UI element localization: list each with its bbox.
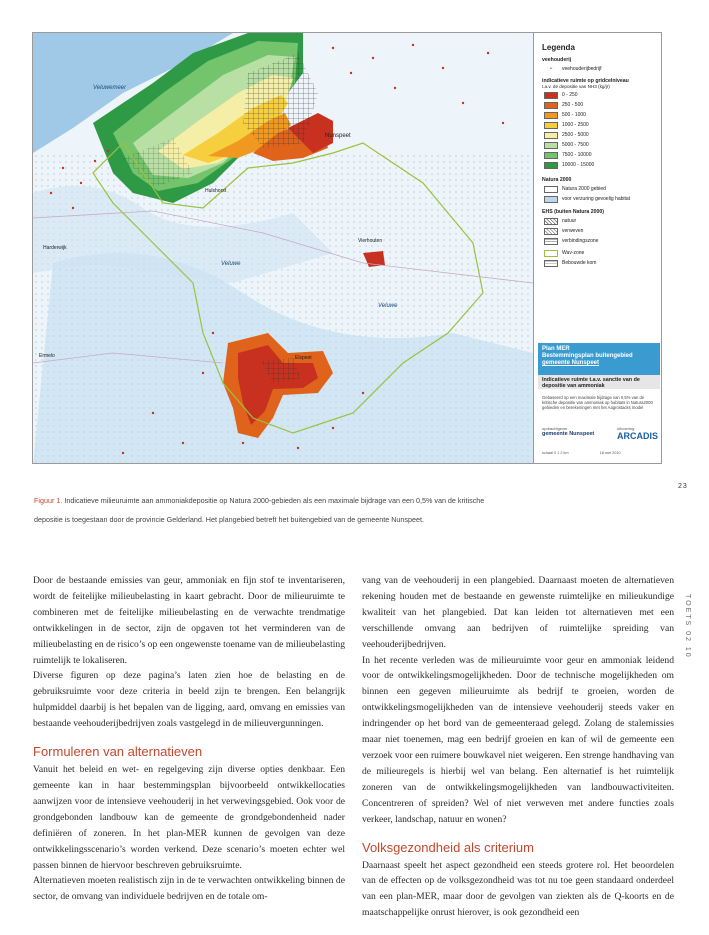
legend-swatch — [544, 162, 558, 169]
paragraph: In het recente verleden was de milieuruimte voor geur en ammoniak leidend voor de ontwikkelingsmogelijkheden. Door de technische mogelijkheden om binnen een gegeven milieuruimte als bedrijf te groeien, worden de ontwikkelingsmogelijkheden van de intensieve veehouderij steeds vaker en indringender op het bord van de gemeenteraad gelegd. Zolang de stalemissies maar niet toenemen, mag een bedrijf groeien en kan of wil de gemeente een verzoek voor een ruimere bouwkavel niet weigeren. Een strenge handhaving van de milieuregels is hierbij wel van belang. Een alternatief is het ruimtelijk zoneren van de ontwikkelingsmogelijkheden van landbouwactiviteiten. Concentreren of spreiden? Wel of niet verweven met andere functies zoals verkeer, landschap, natuur en wonen? — [362, 654, 674, 825]
legend-swatch — [544, 122, 558, 129]
legend-label: Bebouwde kom — [562, 260, 597, 266]
label-elspeet: Elspeet — [295, 355, 312, 361]
running-head: TOETS 02 10 — [684, 594, 691, 659]
logo-nunspeet: gemeente Nunspeet — [542, 431, 595, 437]
logo-contractor: uitvoering ARCADIS — [616, 426, 658, 441]
legend-swatch — [544, 152, 558, 159]
label-veluwe-2: Veluwe — [378, 303, 398, 309]
legend-swatch — [544, 92, 558, 99]
legend-class-row — [544, 91, 662, 99]
legend-other — [534, 249, 662, 267]
legend-class-row — [544, 131, 662, 139]
plan-subtitle: Indicatieve ruimte t.a.v. sanctie van de depositie van ammoniak — [538, 375, 660, 389]
caption-line-1: Indicatieve milieuruimte aan ammoniakdepositie op Natura 2000-gebieden als een maximale bijdrage van een 0,5% van de kritische — [62, 496, 485, 505]
caption-label: Figuur 1. — [34, 496, 63, 505]
label-hulshorst: Hulshorst — [205, 188, 227, 194]
legend-ehs — [534, 217, 662, 245]
legend-ruimte-sub: t.a.v. de depositie van NH3 (kg/jr) — [542, 84, 610, 89]
legend-swatch — [544, 228, 558, 235]
legend-natura-row — [544, 185, 662, 193]
label-veluwemeer: Veluwemeer — [93, 85, 127, 91]
legend-swatch — [544, 102, 558, 109]
paragraph: Vanuit het beleid en wet- en regelgeving zijn diverse opties denkbaar. Een gemeente kan in haar bestemmingsplan bijvoorbeeld ontwikkellocaties aanwijzen voor de intensieve veehouderij in het verwevingsgebied. Ook voor de grondgebonden landbouw kan de gemeente de grondgebondenheid nader definiëren of zoneren. In het plan-MER kunnen de gevolgen van deze ontwikkelingsscenario’s worden verkend. Deze scenario’s moeten echter wel passen binnen de hiervoor beschreven gebruiksruimte. — [33, 764, 345, 871]
legend-label: verbindingszone — [562, 238, 599, 244]
legend-veehouderij-header: veehouderij — [542, 57, 572, 63]
legend-other-row — [544, 259, 662, 267]
logos — [542, 426, 658, 441]
plan-title-1: Plan MER — [542, 346, 570, 352]
farm-dot-icon: • — [550, 66, 552, 72]
legend-veehouderij-item: • veehouderijbedrijf — [544, 65, 662, 73]
legend-label: 250 - 500 — [562, 102, 584, 108]
legend-class-row — [544, 111, 662, 119]
body-column-right — [362, 573, 674, 921]
logo-arcadis: ARCADIS — [616, 431, 658, 441]
legend-natura-row — [544, 195, 662, 203]
legend-label: 2500 - 5000 — [562, 132, 589, 138]
plan-title-3: gemeente Nunspeet — [542, 360, 600, 366]
legend-label: verweven — [562, 228, 584, 234]
legend-swatch — [544, 196, 558, 203]
legend-swatch — [544, 142, 558, 149]
label-vierhouten: Vierhouten — [358, 238, 383, 244]
legend-label: voor verzuring gevoelig habitat — [562, 196, 631, 202]
map-figure — [32, 32, 662, 464]
legend-class-row — [544, 141, 662, 149]
legend-swatch — [544, 132, 558, 139]
legend-ehs-header: EHS (buiten Natura 2000) — [542, 209, 604, 215]
section-heading: Formuleren van alternatieven — [33, 744, 203, 760]
figure-caption — [34, 491, 654, 529]
legend-label: natuur — [562, 218, 577, 224]
page-number: 23 — [678, 483, 688, 490]
label-harderwijk: Harderwijk — [43, 245, 67, 251]
legend-class-row — [544, 101, 662, 109]
logo-client: opdrachtgever gemeente Nunspeet — [542, 426, 595, 437]
legend-label: 0 - 250 — [562, 92, 578, 98]
label-ermelo: Ermelo — [39, 353, 55, 359]
legend-swatch — [544, 218, 558, 225]
legend-label: 5000 - 7500 — [562, 142, 589, 148]
legend-label: Natura 2000 gebied — [562, 186, 606, 192]
legend-class-row — [544, 151, 662, 159]
legend-classes — [534, 91, 662, 169]
map-canvas — [33, 33, 533, 464]
legend-label: 10000 - 15000 — [562, 162, 595, 168]
legend-label: 500 - 1000 — [562, 112, 586, 118]
plan-note: Gebaseerd op een maximale bijdrage van 0,5% van de kritische depositie van ammoniak op habitats in Natura2000 gebieden en berekeningen met het Aagrostacks model — [542, 395, 653, 410]
legend-swatch — [544, 238, 558, 245]
paragraph: Daarnaast speelt het aspect gezondheid een steeds grotere rol. Het beoordelen van de effecten op de volksgezondheid was tot nu toe geen standaard onderdeel van een plan-MER, maar door de gevolgen van ziekten als de Q-koorts en de maatschappelijke onrust hierover, is ook gezondheid een — [362, 859, 674, 919]
section-heading: Volksgezondheid als criterium — [362, 839, 534, 855]
legend-swatch — [544, 260, 558, 267]
paragraph: vang van de veehouderij in een plangebied. Daarnaast moeten de alternatieven rekening houden met de bestaande en gewenste ruimtelijke en milieukundige kwaliteit van het plangebied. Dat kan leiden tot alternatieven met een verschillende omvang aan bedrijven of ruimtelijke spreiding van veehouderijbedrijven. — [362, 575, 674, 650]
legend-swatch — [544, 250, 558, 257]
legend-swatch — [544, 112, 558, 119]
paragraph: Door de bestaande emissies van geur, ammoniak en fijn stof te inventariseren, wordt de feitelijke milieubelasting in kaart gebracht. Door de milieuruimte te combineren met de feitelijke milieubelasting en de verwachte trendmatige ontwikkelingen in de sector, zijn de opgaven tot het verminderen van de milieubelasting en de risico’s op een ongewenste toename van de milieubelasting ruimtelijk te lokaliseren. — [33, 575, 345, 666]
legend-class-row — [544, 161, 662, 169]
legend-ruimte-header: indicatieve ruimte op gridcelniveau — [542, 78, 629, 84]
legend-label: 1000 - 2500 — [562, 122, 589, 128]
label-veluwe-1: Veluwe — [221, 261, 241, 267]
map-legend — [533, 33, 662, 464]
plan-title-2: Bestemmingsplan buitengebied — [542, 353, 633, 359]
legend-label: 7500 - 10000 — [562, 152, 592, 158]
legend-ehs-row — [544, 237, 662, 245]
legend-class-row — [544, 121, 662, 129]
legend-ehs-row — [544, 217, 662, 225]
legend-swatch — [544, 186, 558, 193]
legend-ehs-row — [544, 227, 662, 235]
plan-title-box — [538, 343, 660, 375]
legend-title: Legenda — [542, 43, 575, 52]
caption-line-2: depositie is toegestaan door de provincie Gelderland. Het plangebied betreft het buitengebied van de gemeente Nunspeet. — [34, 515, 424, 524]
body-column-left — [33, 573, 345, 905]
legend-natura-header: Natura 2000 — [542, 177, 572, 183]
label-nunspeet: Nunspeet — [325, 133, 351, 139]
legend-other-row — [544, 249, 662, 257]
scale-bar: schaal 0 1 2 km 18 mei 2010 — [542, 451, 621, 455]
legend-natura — [534, 185, 662, 203]
legend-label: Wav-zone — [562, 250, 585, 256]
paragraph: Alternatieven moeten realistisch zijn in de te verwachten ontwikkeling binnen de sector, de omvang van individuele bedrijven en de totale om- — [33, 875, 345, 903]
paragraph: Diverse figuren op deze pagina’s laten zien hoe de belasting en de gebruiksruimte voor deze criteria in beeld zijn te brengen. Een belangrijk hulpmiddel daarbij is het bepalen van de ligging, aard, omvang en emissies van bestaande veehouderijbedrijven zoals vastgelegd in de milieuvergunningen. — [33, 670, 345, 730]
